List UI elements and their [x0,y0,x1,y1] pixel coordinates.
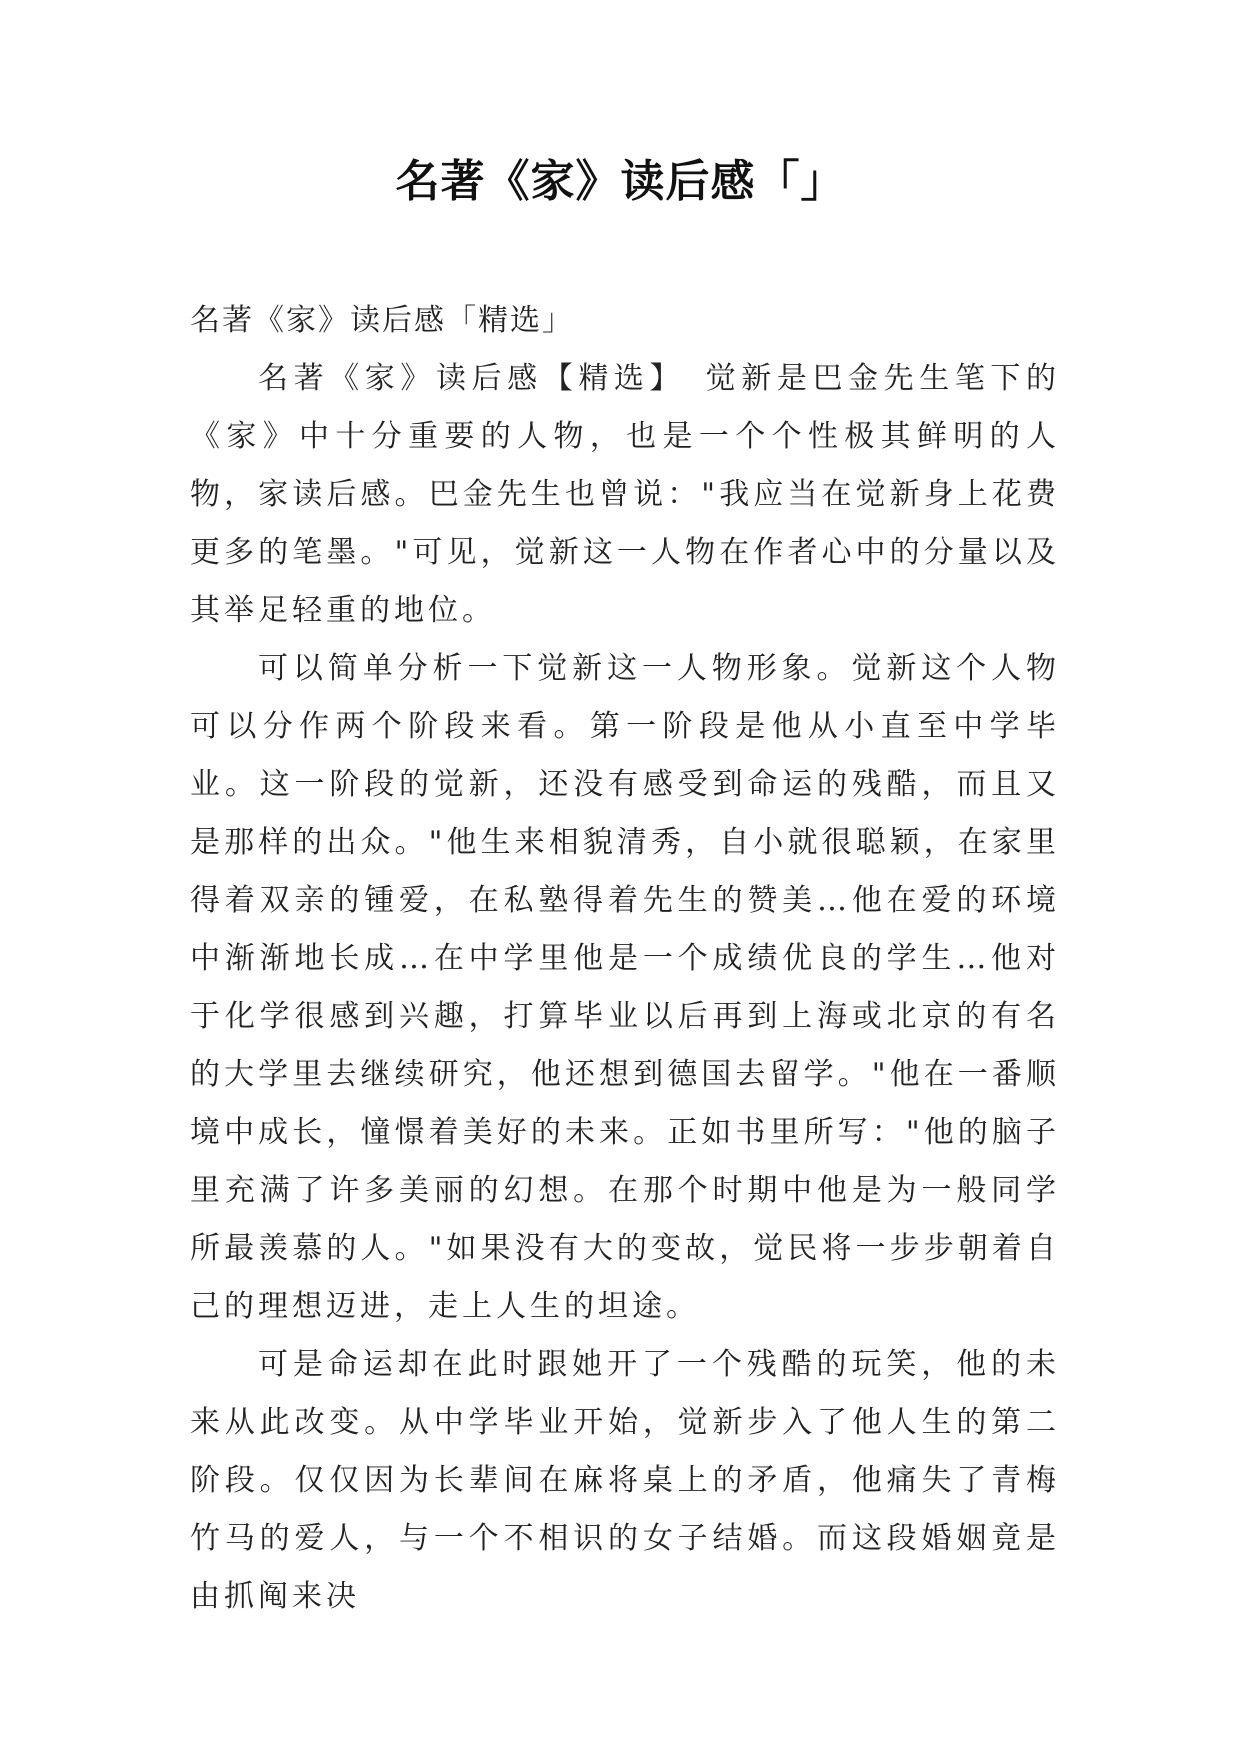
paragraph: 名著《家》读后感【精选】 觉新是巴金先生笔下的《家》中十分重要的人物，也是一个个性极其鲜明的人物，家读后感。巴金先生也曾说："我应当在觉新身上花费更多的笔墨。"可见，觉新这一人物在作者心中的分量以及其举足轻重的地位。 [190,361,1060,628]
document-body [190,292,1060,1626]
paragraph: 可以简单分析一下觉新这一人物形象。觉新这个人物可以分作两个阶段来看。第一阶段是他从小直至中学毕业。这一阶段的觉新，还没有感受到命运的残酷，而且又是那样的出众。"他生来相貌清秀，自小就很聪颖，在家里得着双亲的锺爱，在私塾得着先生的赞美…他在爱的环境中渐渐地长成…在中学里他是一个成绩优良的学生…他对于化学很感到兴趣，打算毕业以后再到上海或北京的有名的大学里去继续研究，他还想到德国去留学。"他在一番顺境中成长，憧憬着美好的未来。正如书里所写："他的脑子里充满了许多美丽的幻想。在那个时期中他是为一般同学所最羡慕的人。"如果没有大的变故，觉民将一步步朝着自己的理想迈进，走上人生的坦途。 [190,651,1060,1324]
paragraph: 可是命运却在此时跟她开了一个残酷的玩笑，他的未来从此改变。从中学毕业开始，觉新步入了他人生的第二阶段。仅仅因为长辈间在麻将桌上的矛盾，他痛失了青梅竹马的爱人，与一个不相识的女子结婚。而这段婚姻竟是由抓阄来决 [190,1347,1060,1614]
document-title: 名著《家》读后感「」 [395,156,846,207]
document-subtitle: 名著《家》读后感「精选」 [190,303,574,338]
